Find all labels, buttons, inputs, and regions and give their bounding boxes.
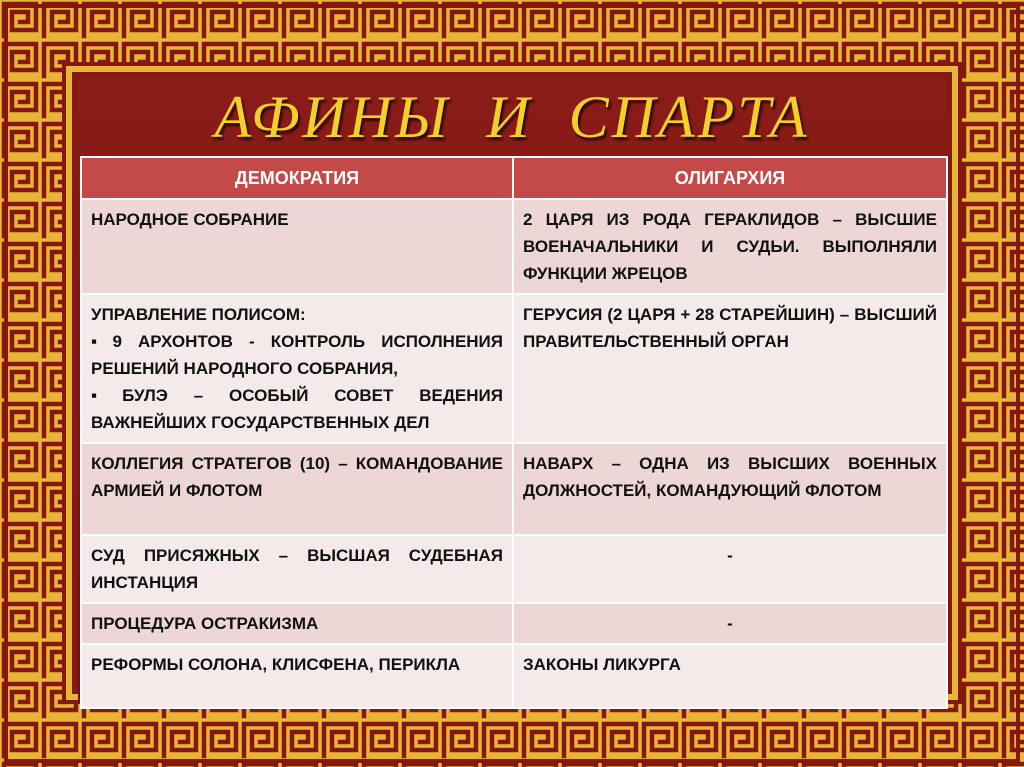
page-title: АФИНЫ И СПАРТА: [214, 84, 810, 150]
bullet-item: ▪ 9 АРХОНТОВ - КОНТРОЛЬ ИСПОЛНЕНИЯ РЕШЕНИЙ НАРОДНОГО СОБРАНИЯ,: [91, 328, 503, 382]
table-row: [81, 644, 947, 708]
oligarchy-cell: ГЕРУСИЯ (2 ЦАРЯ + 28 СТАРЕЙШИН) – ВЫСШИЙ ПРАВИТЕЛЬСТВЕННЫЙ ОРГАН: [513, 294, 947, 443]
column-header-democracy: ДЕМОКРАТИЯ: [81, 157, 513, 199]
oligarchy-cell: -: [513, 535, 947, 603]
oligarchy-cell: -: [513, 603, 947, 644]
cell-intro: УПРАВЛЕНИЕ ПОЛИСОМ:: [91, 305, 306, 324]
oligarchy-cell: НАВАРХ – ОДНА ИЗ ВЫСШИХ ВОЕННЫХ ДОЛЖНОСТЕЙ, КОМАНДУЮЩИЙ ФЛОТОМ: [513, 443, 947, 535]
table-row: [81, 199, 947, 294]
bullet-item: ▪ БУЛЭ – ОСОБЫЙ СОВЕТ ВЕДЕНИЯ ВАЖНЕЙШИХ ГОСУДАРСТВЕННЫХ ДЕЛ: [91, 382, 503, 436]
oligarchy-cell: 2 ЦАРЯ ИЗ РОДА ГЕРАКЛИДОВ – ВЫСШИЕ ВОЕНАЧАЛЬНИКИ И СУДЬИ. ВЫПОЛНЯЛИ ФУНКЦИИ ЖРЕЦОВ: [513, 199, 947, 294]
column-header-oligarchy: ОЛИГАРХИЯ: [513, 157, 947, 199]
democracy-cell: СУД ПРИСЯЖНЫХ – ВЫСШАЯ СУДЕБНАЯ ИНСТАНЦИЯ: [81, 535, 513, 603]
table-row: [81, 603, 947, 644]
democracy-cell: [81, 294, 513, 443]
democracy-cell: КОЛЛЕГИЯ СТРАТЕГОВ (10) – КОМАНДОВАНИЕ АРМИЕЙ И ФЛОТОМ: [81, 443, 513, 535]
table-row: [81, 443, 947, 535]
comparison-table: [80, 156, 948, 709]
democracy-cell: НАРОДНОЕ СОБРАНИЕ: [81, 199, 513, 294]
democracy-cell: РЕФОРМЫ СОЛОНА, КЛИСФЕНА, ПЕРИКЛА: [81, 644, 513, 708]
table-row: [81, 294, 947, 443]
table-row: [81, 535, 947, 603]
oligarchy-cell: ЗАКОНЫ ЛИКУРГА: [513, 644, 947, 708]
democracy-cell: ПРОЦЕДУРА ОСТРАКИЗМА: [81, 603, 513, 644]
